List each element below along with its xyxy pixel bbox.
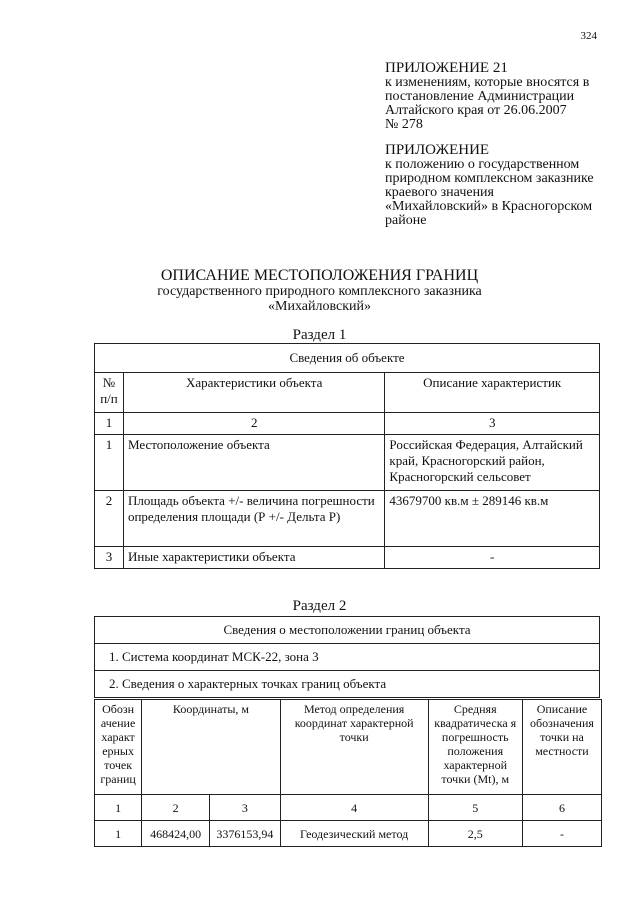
x-coordinate-cell: 468424,00 — [142, 821, 210, 847]
annex-line: постановление Администрации — [385, 89, 575, 104]
boundary-points-table — [94, 699, 602, 847]
title-line: государственного природного комплексного заказника — [157, 284, 482, 299]
table-caption: Сведения о местоположении границ объекта — [95, 617, 600, 644]
header-cell: Координаты, м — [142, 700, 281, 795]
column-number: 3 — [385, 413, 600, 435]
annex-line: краевого значения — [385, 185, 494, 200]
y-coordinate-cell: 3376153,94 — [209, 821, 280, 847]
title-line: «Михайловский» — [268, 299, 371, 314]
description-cell: - — [522, 821, 601, 847]
page-number: 324 — [580, 30, 597, 42]
points-caption: 2. Сведения о характерных точках границ объекта — [95, 671, 600, 698]
error-cell: 2,5 — [428, 821, 522, 847]
annex-line: Алтайского края от 26.06.2007 — [385, 103, 567, 118]
header-cell: Обозн ачение характ ерных точек границ — [95, 700, 142, 795]
boundary-info-table — [94, 616, 600, 698]
table-row — [95, 821, 602, 847]
row-number: 1 — [95, 435, 124, 491]
characteristic-cell: Местоположение объекта — [123, 435, 384, 491]
coordinate-system: 1. Система координат МСК-22, зона 3 — [95, 644, 600, 671]
section-2-label: Раздел 2 — [292, 598, 347, 614]
column-number: 1 — [95, 413, 124, 435]
column-number: 2 — [123, 413, 384, 435]
table-row — [95, 547, 600, 569]
column-number: 1 — [95, 795, 142, 821]
table-row — [95, 435, 600, 491]
annex-block — [385, 142, 605, 228]
annex-line: к положению о государственном — [385, 157, 580, 172]
annex-line: «Михайловский» в Красногорском — [385, 199, 593, 214]
point-cell: 1 — [95, 821, 142, 847]
title-line: ОПИСАНИЕ МЕСТОПОЛОЖЕНИЯ ГРАНИЦ — [160, 267, 479, 284]
header-cell: Средняя квадратическа я погрешность положения характерной точки (Mt), м — [428, 700, 522, 795]
description-cell: - — [385, 547, 600, 569]
table-caption: Сведения об объекте — [95, 344, 600, 373]
column-number: 5 — [428, 795, 522, 821]
object-info-table — [94, 343, 600, 569]
column-number: 2 — [142, 795, 210, 821]
annex-line: № 278 — [385, 117, 423, 132]
header-cell: Характеристики объекта — [123, 373, 384, 413]
characteristic-cell: Иные характеристики объекта — [123, 547, 384, 569]
column-number: 6 — [522, 795, 601, 821]
characteristic-cell: Площадь объекта +/- величина погрешности определения площади (Р +/- Дельта Р) — [123, 491, 384, 547]
table-row — [95, 491, 600, 547]
annex-title: ПРИЛОЖЕНИЕ — [385, 142, 490, 158]
document-title — [0, 268, 639, 314]
column-number: 3 — [209, 795, 280, 821]
description-cell: 43679700 кв.м ± 289146 кв.м — [385, 491, 600, 547]
method-cell: Геодезический метод — [280, 821, 428, 847]
header-cell: Метод определения координат характерной точки — [280, 700, 428, 795]
annex-21-block — [385, 60, 605, 132]
column-number: 4 — [280, 795, 428, 821]
header-cell: № п/п — [95, 373, 124, 413]
header-cell: Описание обозначения точки на местности — [522, 700, 601, 795]
header-cell: Описание характеристик — [385, 373, 600, 413]
row-number: 2 — [95, 491, 124, 547]
annex-line: природном комплексном заказнике — [385, 171, 594, 186]
annex-line: к изменениям, которые вносятся в — [385, 75, 590, 90]
annex-title: ПРИЛОЖЕНИЕ 21 — [385, 60, 508, 76]
annex-line: районе — [385, 213, 427, 228]
description-cell: Российская Федерация, Алтайский край, Красногорский район, Красногорский сельсовет — [385, 435, 600, 491]
row-number: 3 — [95, 547, 124, 569]
section-1-label: Раздел 1 — [292, 327, 347, 343]
